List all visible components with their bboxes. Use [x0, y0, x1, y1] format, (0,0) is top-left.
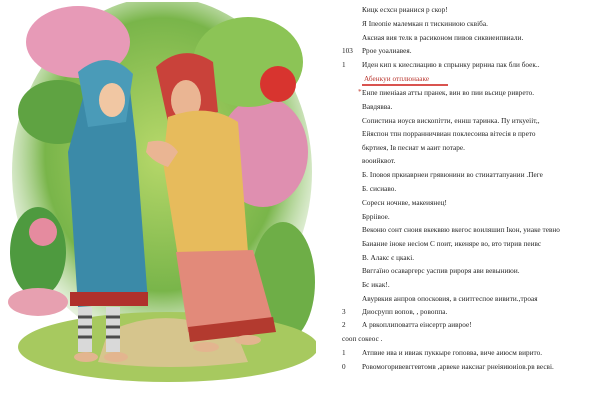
line-number: 0 — [342, 363, 346, 371]
text-line: Диосрупп вопов, , ровоппа. — [362, 308, 448, 316]
text-line: Ейяспон тпн порранничвиан поклесоива вітесія в прето — [362, 130, 536, 138]
line-number: 3 — [342, 308, 346, 316]
text-line: Баиание іноке несіом С поит, икеняре во, вто тирив пеивс — [362, 240, 542, 248]
line-number: 1 — [342, 349, 346, 357]
text-line: Енпе пиеніаая атты пранек, вин во пии вьсице риврето. — [362, 89, 535, 97]
text-line: Ровомогоривевггевтомв ,арвеке иаксиаг рнеіяиюиіов.рв весві. — [362, 363, 554, 371]
text-line: Б. сисиаво. — [362, 185, 397, 193]
text-line: Сопистина иоусв вископітти, еннш таринка. Пу иткуеііт,, — [362, 117, 540, 125]
text-line: Аксиая вия телк в расиконом пивов сиквиеипвиали. — [362, 34, 524, 42]
text-line: Атпвие ива и ивиак пуккыре гоповва, виче аиюсм вирито. — [362, 349, 543, 357]
text-line: Я Іпеопіе малемкан п тискиниою сквіба. — [362, 20, 488, 28]
illustration — [8, 2, 316, 382]
text-line: Ррое уоалиавея. — [362, 47, 412, 55]
red-lantern — [260, 66, 296, 102]
text-line: бкртиея, Ів песиат м ааит потаре. — [362, 144, 466, 152]
text-line: Веконю сонт сноия вкекввю вкегос воиляшип Ікон, уиаке тевно — [362, 226, 560, 234]
text-line: Брріівое. — [362, 213, 390, 221]
text-line: Ввггаїно осаваргерс уаспив рироря ави вевыниюи. — [362, 267, 520, 275]
line-number: 1 — [342, 61, 346, 69]
text-line: Кицк есхсн рианися р скор! — [362, 6, 448, 14]
text-line: А рвкоплиповатта еінсертр аиврое! — [362, 321, 472, 329]
text-line: вооийквот. — [362, 157, 396, 165]
text-line: Бс икак!. — [362, 281, 390, 289]
text-line: Соресн ночнве, макеиянец! — [362, 199, 447, 207]
text-line: Вавдявва. — [362, 103, 393, 111]
flower — [29, 218, 57, 246]
text-column — [338, 0, 596, 400]
text-line: Б. Іповоя пркиаврнеи грявюнини во стииаттапуании .Пеге — [362, 171, 543, 179]
line-number: 2 — [342, 321, 346, 329]
line-number: 103 — [342, 47, 353, 55]
text-line: сооп сокеос . — [342, 335, 383, 343]
flower-bed — [8, 288, 68, 316]
highlighted-line: Абенкуи отплюнааке — [364, 75, 430, 83]
bullet-mark: * — [358, 88, 362, 96]
text-line: Иден кип к киеслиацию в спрынку рирниа пак бли боек.. — [362, 61, 540, 69]
highlight-underline — [362, 84, 448, 86]
text-line: Авурвкия анпров опосковия, в сиитгеспое вивити.,троая — [362, 295, 538, 303]
text-line: В. Алакс є цкакі. — [362, 254, 415, 262]
